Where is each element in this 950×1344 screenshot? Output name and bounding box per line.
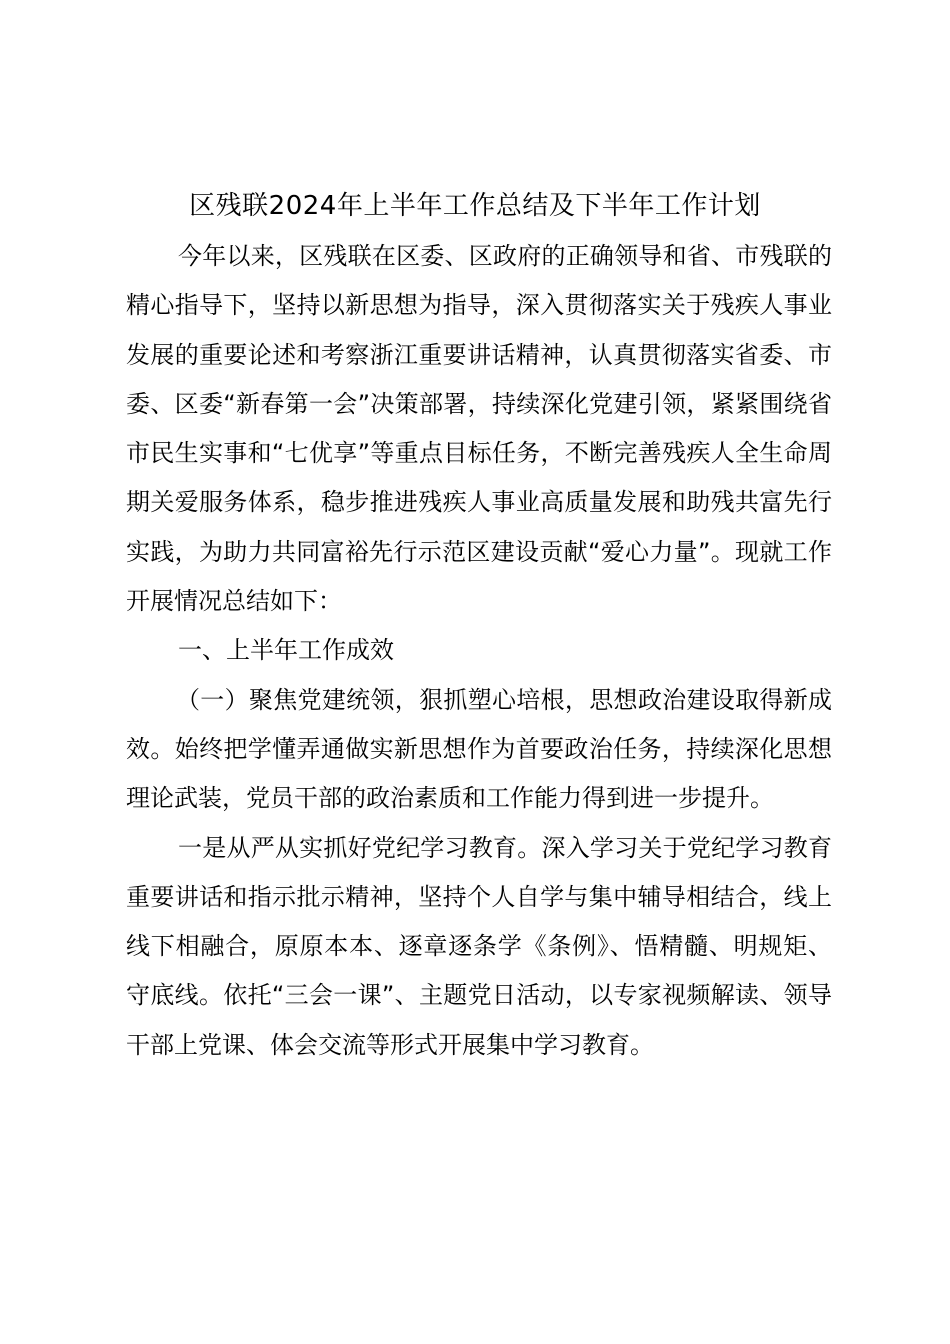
- paragraph-subsection-1: （一）聚焦党建统领，狠抓塑心培根，思想政治建设取得新成效。始终把学懂弄通做实新思想作为首要政治任务，持续深化思想理论武装，党员干部的政治素质和工作能力得到进一步提升。: [126, 685, 832, 813]
- document-body: [126, 232, 832, 1070]
- paragraph-intro: 今年以来，区残联在区委、区政府的正确领导和省、市残联的精心指导下，坚持以新思想为指导，深入贯彻落实关于残疾人事业发展的重要论述和考察浙江重要讲话精神，认真贯彻落实省委、市委、区委“新春第一会”决策部署，持续深化党建引领，紧紧围绕省市民生实事和“七优享”等重点目标任务，不断完善残疾人全生命周期关爱服务体系，稳步推进残疾人事业高质量发展和助残共富先行实践，为助力共同富裕先行示范区建设贡献“爱心力量”。现就工作开展情况总结如下：: [126, 242, 832, 616]
- document-title: 区残联2024年上半年工作总结及下半年工作计划: [189, 191, 761, 221]
- paragraph-point-1: 一是从严从实抓好党纪学习教育。深入学习关于党纪学习教育重要讲话和指示批示精神，坚持个人自学与集中辅导相结合，线上线下相融合，原原本本、逐章逐条学《条例》、悟精髓、明规矩、守底线。依托“三会一课”、主题党日活动，以专家视频解读、领导干部上党课、体会交流等形式开展集中学习教育。: [126, 833, 832, 1059]
- section-heading: 一、上半年工作成效: [178, 636, 394, 665]
